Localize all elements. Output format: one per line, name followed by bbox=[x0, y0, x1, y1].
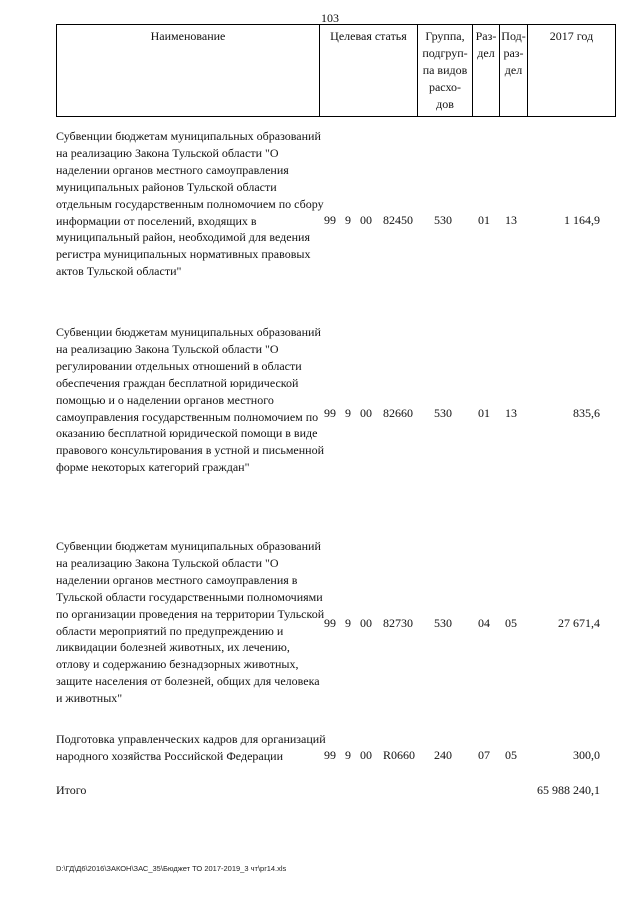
row-sub: 9 bbox=[345, 213, 351, 227]
header-section-line: дел bbox=[477, 46, 495, 60]
row-prog: 99 bbox=[324, 616, 336, 630]
table-row bbox=[56, 128, 616, 308]
row-name: Субвенции бюджетам муниципальных образований на реализацию Закона Тульской области "О регулировании отдельных отношений в области обеспечения граждан бесплатной юридической помощью и о наделении органов местного самоуправления государственным полномочием по оказанию бесплатной юридической помощи в виде правового консультирования в устной и письменной форме некоторых категорий граждан" bbox=[56, 325, 325, 475]
row-amount: 27 671,4 bbox=[558, 616, 600, 630]
header-section bbox=[472, 25, 499, 116]
header-group-line: расхо- bbox=[428, 80, 462, 94]
table-header bbox=[56, 24, 616, 117]
row-razdel: 07 bbox=[478, 748, 490, 762]
header-group-line: Группа, bbox=[425, 29, 465, 43]
row-podrazdel: 13 bbox=[505, 406, 517, 420]
row-code: R0660 bbox=[383, 748, 416, 762]
header-group-line: подгруп- bbox=[422, 46, 468, 60]
row-name: Подготовка управленческих кадров для организаций народного хозяйства Российской Федерации bbox=[56, 732, 326, 763]
row-vid: 240 bbox=[434, 748, 452, 762]
header-group-line: дов bbox=[436, 97, 454, 111]
header-group bbox=[417, 25, 472, 116]
row-grp: 00 bbox=[360, 406, 372, 420]
total-label: Итого bbox=[56, 783, 87, 797]
row-code: 82660 bbox=[383, 406, 413, 420]
row-prog: 99 bbox=[324, 406, 336, 420]
row-grp: 00 bbox=[360, 213, 372, 227]
table-row bbox=[56, 538, 616, 723]
row-amount: 300,0 bbox=[573, 748, 600, 762]
row-podrazdel: 05 bbox=[505, 748, 517, 762]
row-code: 82730 bbox=[383, 616, 413, 630]
row-sub: 9 bbox=[345, 616, 351, 630]
row-code: 82450 bbox=[383, 213, 413, 227]
row-vid: 530 bbox=[434, 616, 452, 630]
row-prog: 99 bbox=[324, 748, 336, 762]
file-path-footer: D:\ГД\Д6\2016\ЗАКОН\ЗАС_35\Бюджет ТО 2017-2019_3 чт\pr14.xls bbox=[56, 864, 287, 873]
row-sub: 9 bbox=[345, 748, 351, 762]
row-vid: 530 bbox=[434, 213, 452, 227]
row-name: Субвенции бюджетам муниципальных образований на реализацию Закона Тульской области "О наделении органов местного самоуправления муниципальных районов Тульской области отдельным государственным полномочием по сбору информации от поселений, входящих в муниципальный район, необходимой для ведения регистра муниципальных нормативных правовых актов Тульской области" bbox=[56, 129, 324, 279]
header-name: Наименование bbox=[150, 29, 226, 43]
row-grp: 00 bbox=[360, 616, 372, 630]
row-amount: 835,6 bbox=[573, 406, 600, 420]
row-prog: 99 bbox=[324, 213, 336, 227]
header-subsection-line: раз- bbox=[503, 46, 524, 60]
table-row bbox=[56, 324, 616, 504]
total-amount: 65 988 240,1 bbox=[537, 783, 600, 797]
row-razdel: 04 bbox=[478, 616, 490, 630]
row-vid: 530 bbox=[434, 406, 452, 420]
row-razdel: 01 bbox=[478, 213, 490, 227]
row-amount: 1 164,9 bbox=[564, 213, 600, 227]
header-subsection-line: дел bbox=[504, 63, 523, 77]
header-target-article: Целевая статья bbox=[319, 25, 417, 116]
page-number: 103 bbox=[321, 11, 339, 25]
row-sub: 9 bbox=[345, 406, 351, 420]
row-razdel: 01 bbox=[478, 406, 490, 420]
total-row bbox=[56, 782, 616, 800]
header-subsection-line: Под- bbox=[501, 29, 526, 43]
row-podrazdel: 05 bbox=[505, 616, 517, 630]
header-year: 2017 год bbox=[527, 25, 615, 116]
row-grp: 00 bbox=[360, 748, 372, 762]
header-subsection bbox=[499, 25, 527, 116]
table-row bbox=[56, 731, 616, 783]
header-section-line: Раз- bbox=[475, 29, 497, 43]
header-group-line: па видов bbox=[422, 63, 468, 77]
row-podrazdel: 13 bbox=[505, 213, 517, 227]
row-name: Субвенции бюджетам муниципальных образований на реализацию Закона Тульской области "О наделении органов местного самоуправления в Тульской области государственными полномочиями по организации проведения на территории Тульской области мероприятий по предупреждению и ликвидации болезней животных, их лечению, отлову и содержанию безнадзорных животных, защите населения от болезней, общих для человека и животных" bbox=[56, 539, 325, 706]
